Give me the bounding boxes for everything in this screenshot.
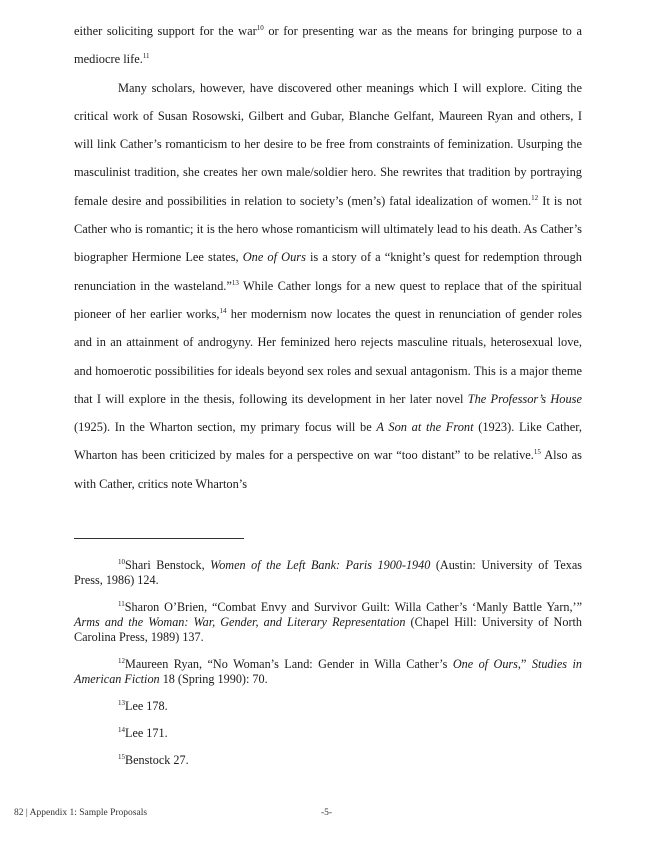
footnote-14 [74,726,582,741]
page-footer [14,808,614,824]
footnote-13 [74,699,582,714]
footnote-ref: 12 [531,193,539,202]
text-run: Maureen Ryan, “No Woman’s Land: Gender in Willa Cather’s [125,657,453,671]
footer-running-head: 82 | Appendix 1: Sample Proposals [14,808,148,818]
footnote-ref: 10 [256,24,264,32]
footnote-number: 13 [118,699,125,707]
footnote-ref: 15 [533,448,541,457]
text-run: her modernism now locates the quest in renunciation of gender roles and in an attainment of androgyny. Her feminized hero rejects masculine rituals, heterosexual love, and homoerotic possibilities for ideals beyond sex roles and sexual antagonism. This is a major theme that I will explore in the thesis, following its development in her later novel [74,306,582,406]
italic-title: A Son at the Front [376,420,474,435]
text-run: either soliciting support for the war [74,24,257,38]
footnote-15 [74,753,582,768]
footnote-divider [74,538,244,539]
text-run: Benstock 27. [125,753,189,767]
italic-title: The Professor’s House [467,391,582,406]
text-run: ,” [517,657,532,671]
text-run: 18 (Spring 1990): 70. [159,672,268,686]
text-run: Also as with Cather, critics note Wharton’s [74,448,582,491]
text-run: or for presenting war as the means for bringing purpose to a mediocre life. [74,24,582,67]
footnote-12 [74,657,582,687]
text-run: (1923). Like Cather, Wharton has been criticized by males for a perspective on war “too distant” to be relative. [74,420,582,463]
body-text [74,17,582,498]
text-run: Lee 171. [125,726,168,740]
italic-title: Studies in American Fiction [74,657,582,686]
footnote-number: 15 [118,753,125,761]
text-run: Many scholars, however, have discovered other meanings which I will explore. Citing the critical work of Susan Rosowski, Gilbert and Gubar, Blanche Gelfant, Maureen Ryan and others, I will link Cather’s romanticism to her desire to be free from constraints of feminization. Usurping the masculinist tradition, she creates her own male/soldier hero. She rewrites that tradition by portraying female desire and possibilities in relation to society’s (men’s) fatal idealization of women. [74,80,582,208]
text-run: (Chapel Hill: University of North Carolina Press, 1989) 137. [74,615,582,644]
text-run: Shari Benstock, [125,558,211,572]
footnote-11 [74,600,582,645]
footnotes [74,558,582,780]
text-run: (1925). In the Wharton section, my primary focus will be [74,420,377,435]
paragraph-2 [74,74,582,498]
italic-title: Arms and the Woman: War, Gender, and Literary Representation [74,615,406,629]
footnote-number: 11 [118,600,125,608]
paragraph-1 [74,17,582,74]
italic-title: One of Ours [242,250,306,265]
text-run: (Austin: University of Texas Press, 1986) 124. [74,558,582,587]
text-run: Sharon O’Brien, “Combat Envy and Survivor Guilt: Willa Cather’s ‘Manly Battle Yarn,’” [124,600,582,614]
footnote-ref: 11 [142,52,150,61]
text-run: It is not Cather who is romantic; it is the hero whose romanticism will ultimately lead to his death. As Cather’s biographer Hermione Lee states, [74,193,582,265]
italic-title: One of Ours [452,657,518,671]
text-run: is a story of a “knight’s quest for redemption through renunciation in the wasteland.” [74,250,582,293]
italic-title: Women of the Left Bank: Paris 1900-1940 [210,558,431,572]
footnote-number: 10 [118,558,125,566]
footnote-number: 14 [118,726,125,734]
text-run: Lee 178. [125,699,168,713]
text-run: While Cather longs for a new quest to replace that of the spiritual pioneer of her earlier works, [74,278,583,321]
footnote-ref: 14 [219,306,227,315]
footnote-ref: 13 [231,278,239,287]
page-number: -5- [321,808,333,818]
footnote-number: 12 [118,657,125,665]
footnote-10 [74,558,582,588]
